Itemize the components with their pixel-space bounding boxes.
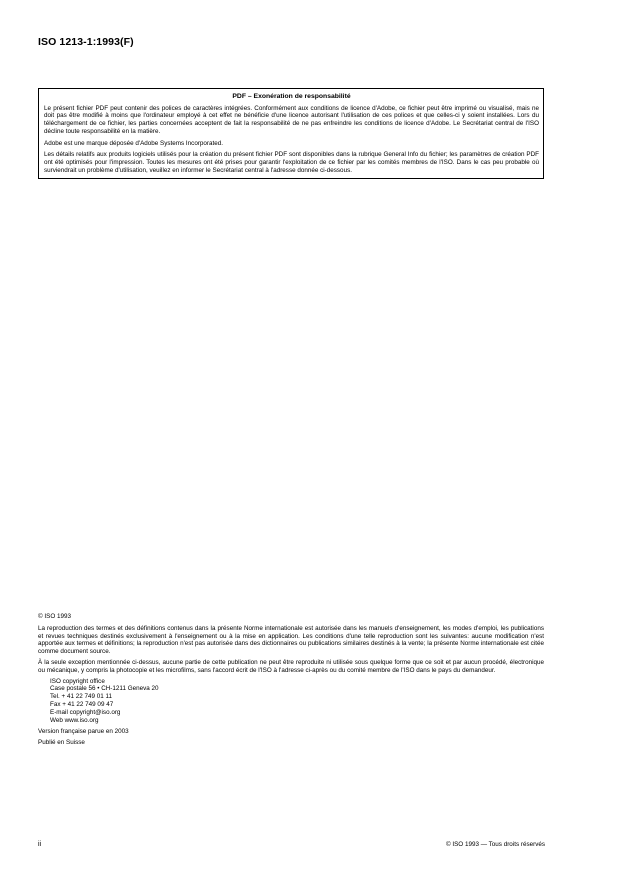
copyright-paragraph-exception: À la seule exception mentionnée ci-dessus, aucune partie de cette publication ne peut être reproduite ni utilisée sous quelque forme que ce soit et par aucun procédé, électronique ou mécanique, y compris la photocopie et les microfilms, sans l'accord écrit de l'ISO à l'adresse ci-après ou du comité membre de l'ISO dans le pays du demandeur.	[38, 658, 544, 674]
address-fax: Fax + 41 22 749 09 47	[50, 700, 114, 708]
address-tel: Tel. + 41 22 749 01 11	[50, 693, 113, 701]
address-postal: Case postale 56 • CH-1211 Geneva 20	[50, 685, 159, 693]
footer-rights: © ISO 1993 — Tous droits réservés	[445, 841, 545, 848]
pdf-disclaimer-box	[38, 88, 544, 179]
page-number: ii	[38, 841, 42, 848]
disclaimer-paragraph-adobe: Adobe est une marque déposée d'Adobe Systems Incorporated.	[44, 139, 224, 147]
copyright-notice: © ISO 1993	[38, 613, 71, 620]
copyright-section	[38, 613, 544, 750]
disclaimer-paragraph-fonts: Le présent fichier PDF peut contenir des polices de caractères intégrées. Conformément aux conditions de licence d'Adobe, ce fichier peut être imprimé ou visualisé, mais ne doit pas être modifié à moins que l'ordinateur employé à cet effet ne bénéficie d'une licence autorisant l'utilisation de ces polices et que celles-ci y soient installées. Lors du téléchargement de ce fichier, les parties concernées acceptent de fait la responsabilité de ne pas enfreindre les conditions de licence d'Adobe. Le Secrétariat central de l'ISO décline toute responsabilité en la matière.	[44, 104, 539, 135]
copyright-paragraph-reproduction: La reproduction des termes et des définitions contenus dans la présente Norme internationale est autorisée dans les manuels d'enseignement, les modes d'emploi, les publications et revues techniques destinés exclusivement à l'enseignement ou à la mise en application. Les conditions d'une telle reproduction sont les suivantes: aucune modification n'est apportée aux termes et définitions; la reproduction n'est pas autorisée dans des dictionnaires ou publications similaires destinés à la vente; la présente Norme internationale est citée comme document source.	[38, 624, 544, 656]
disclaimer-title: PDF – Exonération de responsabilité	[232, 93, 351, 100]
published-note: Publié en Suisse	[38, 739, 85, 747]
copyright-office-address	[50, 678, 544, 725]
disclaimer-paragraph-software: Les détails relatifs aux produits logiciels utilisés pour la création du présent fichier PDF sont disponibles dans la rubrique General Info du fichier; les paramètres de création PDF ont été optimisés pour l'impression. Toutes les mesures ont été prises pour garantir l'exploitation de ce fichier par les comités membres de l'ISO. Dans le cas peu probable où surviendrait un problème d'utilisation, veuillez en informer le Secrétariat central à l'adresse donnée ci-dessous.	[44, 151, 539, 174]
document-id: ISO 1213-1:1993(F)	[38, 36, 134, 48]
address-email: E-mail copyright@iso.org	[50, 708, 121, 716]
address-office: ISO copyright office	[50, 677, 105, 685]
version-note: Version française parue en 2003	[38, 728, 129, 736]
address-web: Web www.iso.org	[50, 716, 99, 724]
